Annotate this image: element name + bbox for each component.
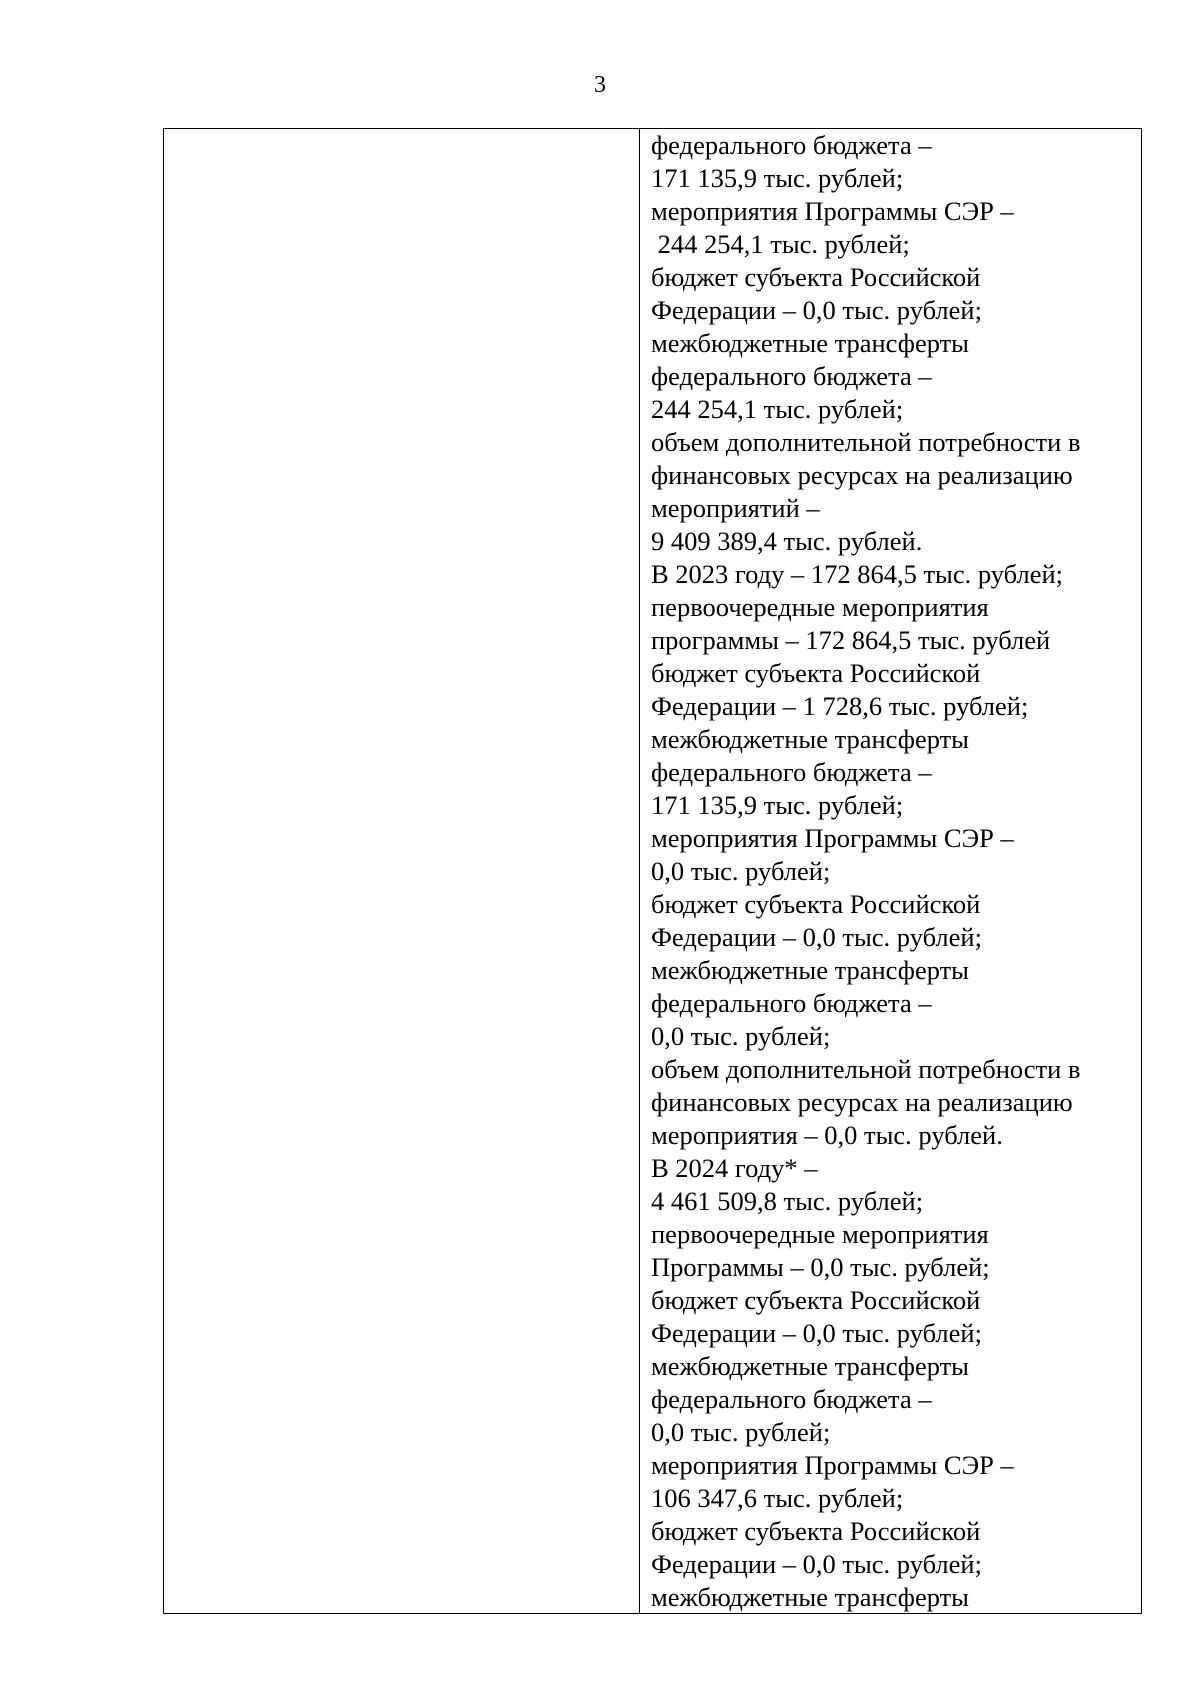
text-line: федерального бюджета –: [651, 361, 932, 391]
text-line: мероприятий –: [651, 493, 820, 523]
text-line: мероприятия Программы СЭР –: [651, 196, 1014, 226]
page-number: 3: [594, 72, 606, 98]
text-line: федерального бюджета –: [651, 130, 932, 160]
text-line: 0,0 тыс. рублей;: [651, 1417, 831, 1447]
text-line: 244 254,1 тыс. рублей;: [651, 394, 904, 424]
text-line: первоочередные мероприятия: [651, 592, 989, 622]
text-line: объем дополнительной потребности в: [651, 1054, 1081, 1084]
text-line: межбюджетные трансферты: [651, 724, 969, 754]
text-line: мероприятия – 0,0 тыс. рублей.: [651, 1120, 1003, 1150]
text-line: бюджет субъекта Российской: [651, 262, 981, 292]
text-line: 171 135,9 тыс. рублей;: [651, 790, 904, 820]
text-line: бюджет субъекта Российской: [651, 658, 981, 688]
text-line: программы – 172 864,5 тыс. рублей: [651, 625, 1051, 655]
text-line: Федерации – 0,0 тыс. рублей;: [651, 1549, 982, 1579]
text-line: бюджет субъекта Российской: [651, 889, 981, 919]
text-line: Федерации – 0,0 тыс. рублей;: [651, 1318, 982, 1348]
text-line: 244 254,1 тыс. рублей;: [651, 229, 910, 259]
text-line: 9 409 389,4 тыс. рублей.: [651, 526, 923, 556]
text-line: объем дополнительной потребности в: [651, 427, 1081, 457]
document-table: [163, 128, 1142, 1614]
text-line: 171 135,9 тыс. рублей;: [651, 163, 904, 193]
text-line: Программы – 0,0 тыс. рублей;: [651, 1252, 990, 1282]
text-line: федерального бюджета –: [651, 757, 932, 787]
text-line: финансовых ресурсах на реализацию: [651, 460, 1073, 490]
text-line: 106 347,6 тыс. рублей;: [651, 1483, 904, 1513]
text-line: Федерации – 0,0 тыс. рублей;: [651, 922, 982, 952]
text-line: мероприятия Программы СЭР –: [651, 1450, 1014, 1480]
text-line: В 2024 году* –: [651, 1153, 818, 1183]
text-line: 4 461 509,8 тыс. рублей;: [651, 1186, 924, 1216]
text-line: бюджет субъекта Российской: [651, 1285, 981, 1315]
text-line: федерального бюджета –: [651, 1384, 932, 1414]
text-line: бюджет субъекта Российской: [651, 1516, 981, 1546]
text-line: Федерации – 1 728,6 тыс. рублей;: [651, 691, 1029, 721]
text-line: Федерации – 0,0 тыс. рублей;: [651, 295, 982, 325]
text-line: В 2023 году – 172 864,5 тыс. рублей;: [651, 559, 1064, 589]
text-line: финансовых ресурсах на реализацию: [651, 1087, 1073, 1117]
text-line: 0,0 тыс. рублей;: [651, 856, 831, 886]
text-line: первоочередные мероприятия: [651, 1219, 989, 1249]
table-right-cell: [640, 129, 1141, 1613]
table-left-cell: [164, 129, 639, 1613]
text-line: федерального бюджета –: [651, 988, 932, 1018]
text-line: межбюджетные трансферты: [651, 1582, 969, 1612]
text-line: 0,0 тыс. рублей;: [651, 1021, 831, 1051]
text-line: межбюджетные трансферты: [651, 955, 969, 985]
text-line: межбюджетные трансферты: [651, 328, 969, 358]
text-line: мероприятия Программы СЭР –: [651, 823, 1014, 853]
text-line: межбюджетные трансферты: [651, 1351, 969, 1381]
